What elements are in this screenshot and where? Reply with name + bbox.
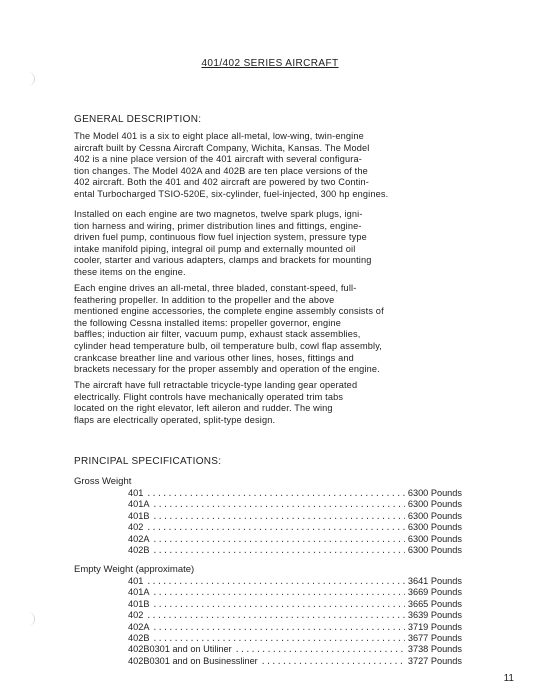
text-line: baffles; induction air filter, vacuum pump, exhaust stack assemblies, (74, 329, 361, 340)
paragraph-overview (74, 131, 494, 201)
model-name: 402B (128, 632, 150, 643)
page-number: 11 (503, 673, 514, 684)
weight-value: 3669 Pounds (407, 587, 462, 598)
dot-leader (152, 511, 404, 522)
weight-value: 3738 Pounds (407, 644, 462, 655)
text-line: located on the right elevator, left aileron and rudder. The wing (74, 403, 333, 414)
gross-weight-heading: Gross Weight (74, 476, 132, 487)
empty-weight-heading: Empty Weight (approximate) (74, 564, 195, 575)
weight-value: 3719 Pounds (407, 621, 462, 632)
empty-weight-list (128, 576, 462, 667)
text-line: 402 aircraft. Both the 401 and 402 aircraft are powered by two Contin- (74, 177, 369, 188)
binding-hole-mark (28, 72, 35, 86)
spec-row (128, 610, 462, 621)
spec-row (128, 633, 462, 644)
gross-weight-list (128, 488, 462, 556)
dot-leader (152, 534, 404, 545)
model-name: 402B0301 and on Businessliner (128, 655, 258, 666)
paragraph-landing-gear (74, 380, 494, 426)
model-name: 401 (128, 488, 144, 498)
text-line: 402 is a nine place version of the 401 aircraft with several configura- (74, 154, 362, 165)
spec-row (128, 545, 462, 556)
text-line: feathering propeller. In addition to the propeller and the above (74, 294, 335, 305)
dot-leader (152, 587, 404, 598)
dot-leader (235, 644, 405, 655)
dot-leader (152, 545, 404, 556)
text-line: aircraft built by Cessna Aircraft Company, Wichita, Kansas. The Model (74, 142, 370, 153)
dot-leader (261, 656, 405, 667)
text-line: Installed on each engine are two magnetos, twelve spark plugs, igni- (74, 209, 363, 219)
paragraph-propeller (74, 283, 494, 376)
model-name: 402 (128, 610, 144, 621)
weight-value: 3727 Pounds (407, 655, 462, 666)
text-line: cylinder head temperature bulb, oil temperature bulb, cowl flap assembly, (74, 340, 382, 351)
spec-row (128, 511, 462, 522)
page-title: 401/402 SERIES AIRCRAFT (201, 58, 339, 69)
text-line: the following Cessna installed items: propeller governor, engine (74, 317, 341, 328)
model-name: 401A (128, 499, 150, 510)
model-name: 401B (128, 510, 150, 521)
model-name: 402A (128, 533, 150, 544)
weight-value: 6300 Pounds (407, 544, 462, 555)
model-name: 401 (128, 576, 144, 586)
weight-value: 3677 Pounds (407, 632, 462, 643)
text-line: intake manifold piping, integral oil pump and externally mounted oil (74, 243, 356, 254)
text-line: these items on the engine. (74, 266, 186, 277)
spec-row (128, 499, 462, 510)
model-name: 401A (128, 587, 150, 598)
paragraph-engine-installation (74, 209, 494, 279)
principal-specifications-heading: PRINCIPAL SPECIFICATIONS: (74, 456, 222, 467)
spec-row (128, 599, 462, 610)
weight-value: 6300 Pounds (407, 510, 462, 521)
dot-leader (152, 622, 404, 633)
spec-row (128, 488, 462, 499)
spec-row (128, 587, 462, 598)
text-line: crankcase breather line and various other lines, hoses, fittings and (74, 352, 354, 363)
spec-row (128, 522, 462, 533)
text-line: brackets necessary for the proper assembly and operation of the engine. (74, 364, 380, 375)
text-line: Each engine drives an all-metal, three bladed, constant-speed, full- (74, 283, 357, 293)
weight-value: 6300 Pounds (407, 522, 462, 533)
model-name: 402 (128, 522, 144, 533)
weight-value: 3665 Pounds (407, 598, 462, 609)
weight-value: 3641 Pounds (407, 576, 462, 586)
dot-leader (152, 499, 404, 510)
text-line: mentioned engine accessories, the complete engine assembly consists of (74, 306, 384, 317)
weight-value: 3639 Pounds (407, 610, 462, 621)
dot-leader (146, 576, 405, 587)
weight-value: 6300 Pounds (407, 488, 462, 498)
text-line: flaps are electrically operated, split-type design. (74, 414, 276, 425)
dot-leader (146, 488, 405, 499)
text-line: ental Turbocharged TSIO-520E, six-cylinder, fuel-injected, 300 hp engines. (74, 188, 389, 199)
dot-leader (152, 633, 404, 644)
text-line: electrically. Flight controls have mechanically operated trim tabs (74, 391, 344, 402)
spec-row (128, 656, 462, 667)
text-line: The Model 401 is a six to eight place all-metal, low-wing, twin-engine (74, 131, 364, 141)
text-line: driven fuel pump, continuous flow fuel injection system, pressure type (74, 232, 367, 243)
spec-row (128, 576, 462, 587)
dot-leader (146, 522, 405, 533)
spec-row (128, 534, 462, 545)
text-line: The aircraft have full retractable tricycle-type landing gear operated (74, 380, 358, 390)
model-name: 402B0301 and on Utiliner (128, 644, 232, 655)
model-name: 402B (128, 544, 150, 555)
spec-row (128, 644, 462, 655)
model-name: 402A (128, 621, 150, 632)
weight-value: 6300 Pounds (407, 499, 462, 510)
dot-leader (152, 599, 404, 610)
general-description-heading: GENERAL DESCRIPTION: (74, 114, 202, 125)
binding-hole-mark (28, 612, 35, 626)
dot-leader (146, 610, 405, 621)
text-line: tion changes. The Model 402A and 402B are ten place versions of the (74, 165, 368, 176)
text-line: cooler, starter and various adapters, clamps and brackets for mounting (74, 255, 372, 266)
text-line: tion harness and wiring, primer distribution lines and fittings, engine- (74, 220, 362, 231)
spec-row (128, 622, 462, 633)
weight-value: 6300 Pounds (407, 533, 462, 544)
model-name: 401B (128, 598, 150, 609)
